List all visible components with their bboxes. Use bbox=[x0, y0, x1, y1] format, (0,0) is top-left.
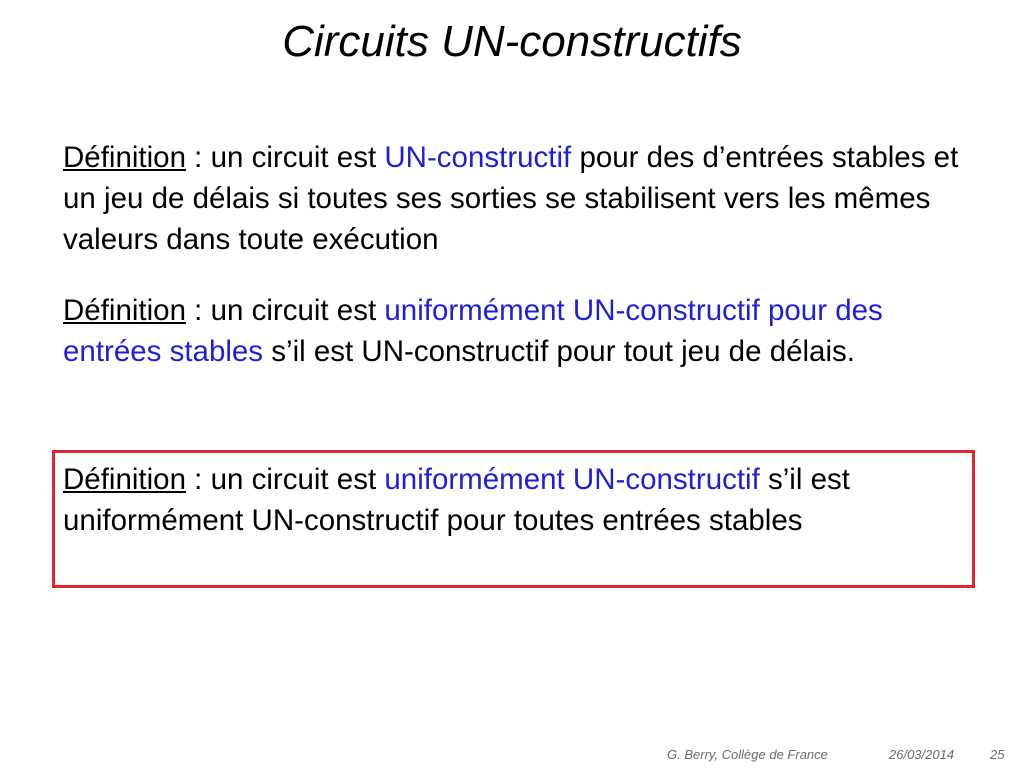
definition-label: Définition bbox=[63, 294, 186, 327]
definition-highlight: UN-constructif bbox=[384, 141, 572, 174]
definition-text: s’il est uniformément UN-constructif pour toutes entrées stables bbox=[63, 463, 850, 537]
definition-3 bbox=[63, 459, 978, 541]
definition-1 bbox=[63, 137, 978, 260]
definition-highlight: uniformément UN-constructif pour des entrées stables bbox=[63, 294, 883, 368]
page-number: 25 bbox=[990, 747, 1005, 762]
footer-date: 26/03/2014 bbox=[889, 747, 955, 762]
definition-highlight: uniformément UN-constructif bbox=[384, 463, 760, 496]
definition-text: : un circuit est bbox=[185, 463, 385, 496]
definition-text: : un circuit est bbox=[185, 141, 385, 174]
definition-text: : un circuit est bbox=[185, 294, 385, 327]
definition-text: s’il est UN-constructif pour tout jeu de délais. bbox=[263, 335, 855, 368]
definition-2 bbox=[63, 290, 978, 372]
definition-label: Définition bbox=[63, 141, 186, 174]
definition-text: pour des d’entrées stables et un jeu de délais si toutes ses sorties se stabilisent vers les mêmes valeurs dans toute exécution bbox=[63, 141, 959, 256]
footer-author: G. Berry, Collège de France bbox=[667, 747, 828, 762]
slide-title: Circuits UN-constructifs bbox=[282, 17, 742, 66]
definition-label: Définition bbox=[63, 463, 186, 496]
